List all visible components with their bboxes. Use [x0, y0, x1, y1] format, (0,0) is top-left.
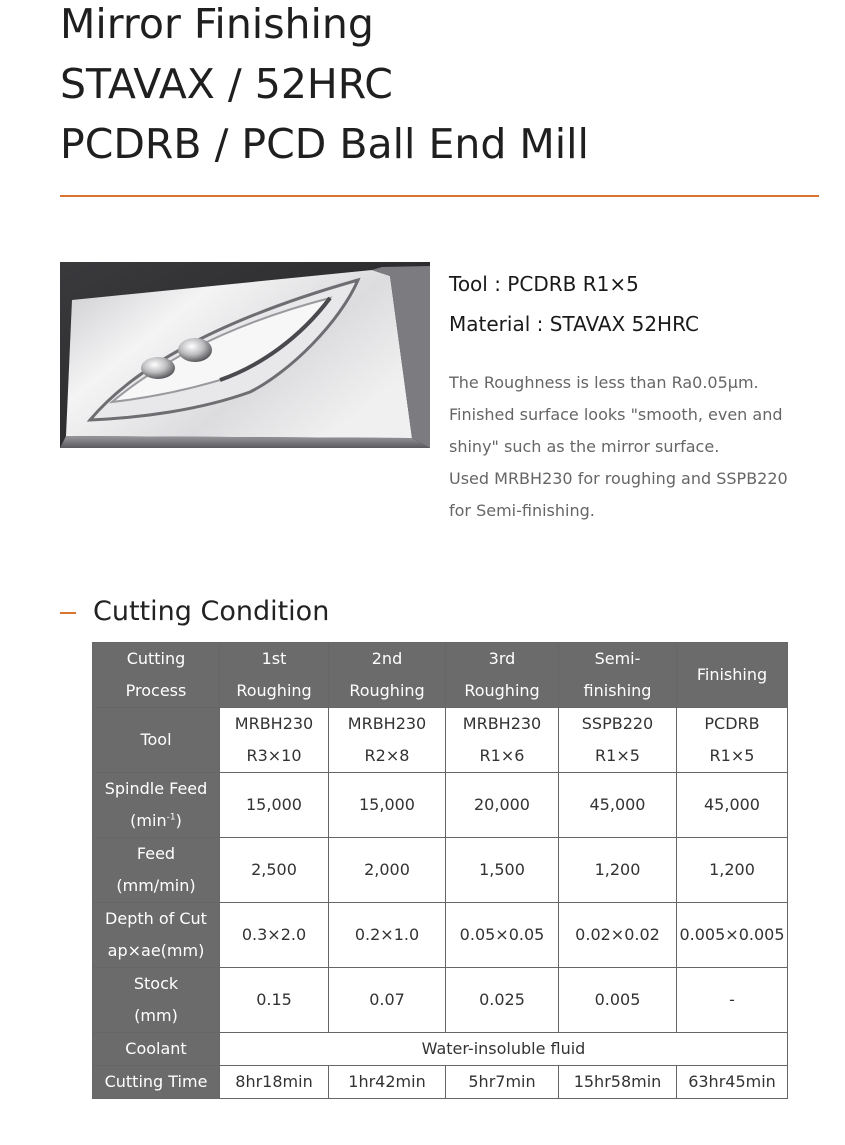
table-cell: MRBH230 R2×8 [329, 708, 446, 773]
row-label-spindle-feed: Spindle Feed $(\min^{-1})$ [93, 773, 220, 838]
section-dash-icon [60, 612, 76, 614]
header-cell-finishing: Finishing [677, 643, 788, 708]
header-cell-2nd-roughing: 2nd Roughing [329, 643, 446, 708]
header-cell-1st-roughing: 1st Roughing [220, 643, 329, 708]
table-cell: 0.025 [446, 968, 559, 1033]
material-spec: Material : STAVAX 52HRC [449, 312, 699, 336]
cutting-condition-table [92, 642, 788, 1099]
table-cell: 0.07 [329, 968, 446, 1033]
table-cell: SSPB220 R1×5 [559, 708, 677, 773]
table-cell: 5hr7min [446, 1066, 559, 1099]
row-label-coolant: Coolant [93, 1033, 220, 1066]
header-cell-3rd-roughing: 3rd Roughing [446, 643, 559, 708]
table-cell: 0.005 [559, 968, 677, 1033]
spec-panel [449, 264, 819, 527]
description-line: Used MRBH230 for roughing and SSPB220 [449, 469, 788, 488]
table-cell: 0.3×2.0 [220, 903, 329, 968]
description-line: The Roughness is less than Ra0.05μm. [449, 373, 759, 392]
page-title [60, 0, 589, 174]
table-cell: 8hr18min [220, 1066, 329, 1099]
table-cell: PCDRB R1×5 [677, 708, 788, 773]
row-label-tool: Tool [93, 708, 220, 773]
table-cell: 1,200 [677, 838, 788, 903]
table-row [93, 903, 788, 968]
section-heading [60, 596, 329, 627]
table-cell: - [677, 968, 788, 1033]
table-cell: 1,500 [446, 838, 559, 903]
workpiece-photo [60, 262, 430, 448]
table-row [93, 838, 788, 903]
section-title: Cutting Condition [93, 596, 330, 627]
description-line: Finished surface looks "smooth, even and [449, 405, 783, 424]
description-line: for Semi-finishing. [449, 501, 595, 520]
table-cell: 20,000 [446, 773, 559, 838]
table-cell: 15hr58min [559, 1066, 677, 1099]
header-cell-process: Cutting Process [93, 643, 220, 708]
table-cell: 0.005×0.005 [677, 903, 788, 968]
title-line-2: STAVAX / 52HRC [60, 60, 393, 108]
table-cell: 63hr45min [677, 1066, 788, 1099]
table-row [93, 1033, 788, 1066]
table-cell-coolant: Water-insoluble fluid [220, 1033, 788, 1066]
table-cell: MRBH230 R3×10 [220, 708, 329, 773]
tool-spec: Tool : PCDRB R1×5 [449, 272, 639, 296]
row-label-cutting-time: Cutting Time [93, 1066, 220, 1099]
row-label-depth-of-cut: Depth of Cut ap×ae(mm) [93, 903, 220, 968]
title-divider [60, 195, 819, 197]
table-row [93, 968, 788, 1033]
row-label-stock: Stock (mm) [93, 968, 220, 1033]
table-cell: 1,200 [559, 838, 677, 903]
table-cell: 15,000 [220, 773, 329, 838]
table-row [93, 773, 788, 838]
table-cell: 45,000 [559, 773, 677, 838]
table-cell: 0.05×0.05 [446, 903, 559, 968]
table-header-row [93, 643, 788, 708]
title-line-1: Mirror Finishing [60, 0, 374, 48]
header-cell-semi-finishing: Semi- finishing [559, 643, 677, 708]
description-line: shiny" such as the mirror surface. [449, 437, 720, 456]
table-cell: 45,000 [677, 773, 788, 838]
table-row [93, 1066, 788, 1099]
table-cell: 0.15 [220, 968, 329, 1033]
row-label-feed: Feed (mm/min) [93, 838, 220, 903]
table-cell: 15,000 [329, 773, 446, 838]
table-cell: 2,500 [220, 838, 329, 903]
description [449, 367, 819, 527]
table-cell: 1hr42min [329, 1066, 446, 1099]
table-cell: 0.2×1.0 [329, 903, 446, 968]
table-row [93, 708, 788, 773]
title-line-3: PCDRB / PCD Ball End Mill [60, 120, 589, 168]
table-cell: 0.02×0.02 [559, 903, 677, 968]
table-cell: MRBH230 R1×6 [446, 708, 559, 773]
machined-mirror-workpiece-image [60, 262, 430, 448]
table-cell: 2,000 [329, 838, 446, 903]
